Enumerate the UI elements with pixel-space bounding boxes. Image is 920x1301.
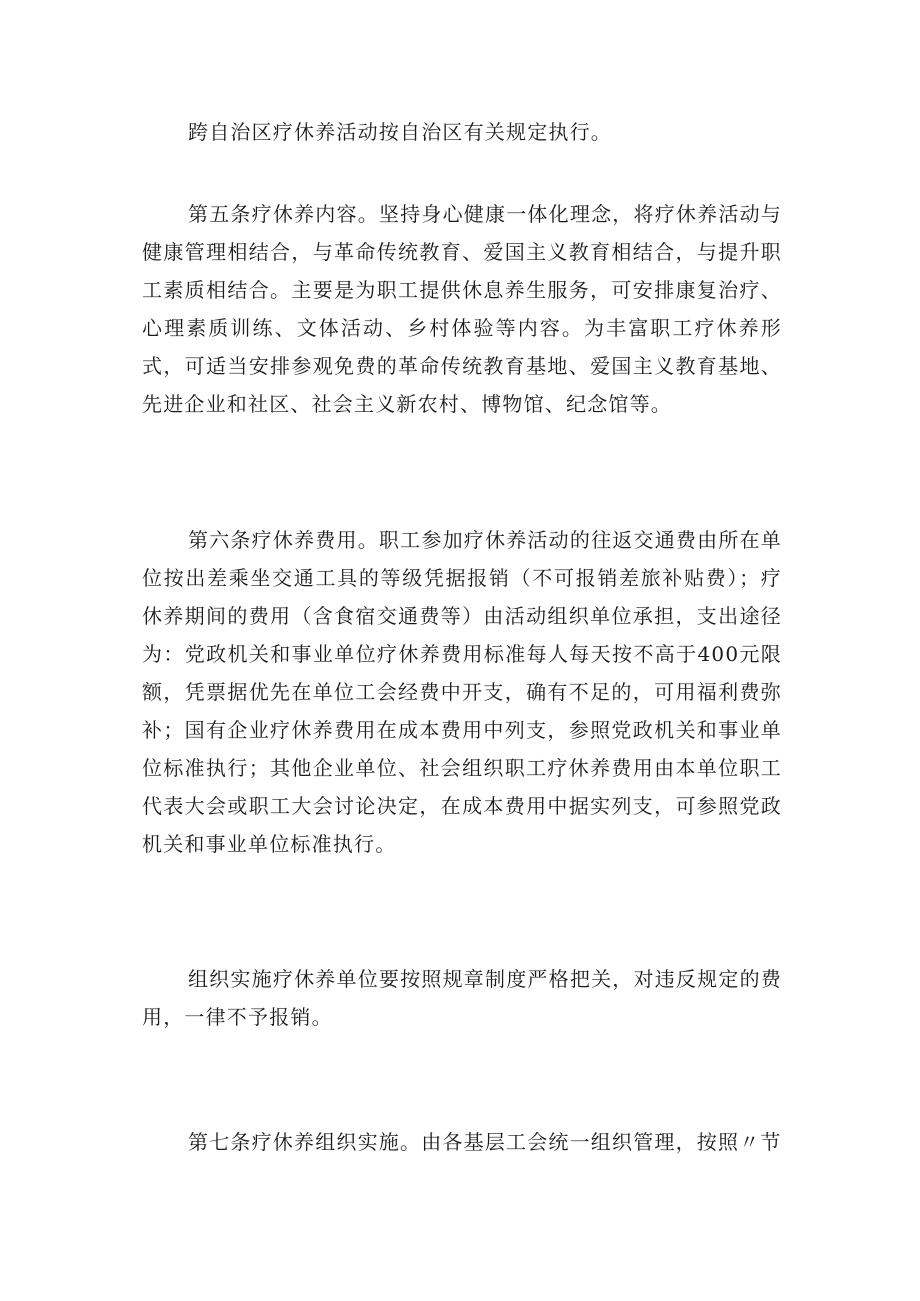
paragraph-article-5-content: 第五条疗休养内容。坚持身心健康一体化理念，将疗休养活动与健康管理相结合，与革命传统教育、爱国主义教育相结合，与提升职工素质相结合。主要是为职工提供休息养生服务，可安排康复治疗、心理素质训练、文体活动、乡村体验等内容。为丰富职工疗休养形式，可适当安排参观免费的革命传统教育基地、爱国主义教育基地、先进企业和社区、社会主义新农村、博物馆、纪念馆等。 xyxy=(142,202,782,416)
paragraph-article-6-expenses: 第六条疗休养费用。职工参加疗休养活动的往返交通费由所在单位按出差乘坐交通工具的等级凭据报销（不可报销差旅补贴费）；疗休养期间的费用（含食宿交通费等）由活动组织单位承担，支出途径为：党政机关和事业单位疗休养费用标准每人每天按不高于400元限额，凭票据优先在单位工会经费中开支，确有不足的，可用福利费弥补；国有企业疗休养费用在成本费用中列支，参照党政机关和事业单位标准执行；其他企业单位、社会组织职工疗休养费用由本单位职工代表大会或职工大会讨论决定，在成本费用中据实列支，可参照党政机关和事业单位标准执行。 xyxy=(142,528,782,856)
paragraph-reimbursement-control: 组织实施疗休养单位要按照规章制度严格把关，对违反规定的费用，一律不予报销。 xyxy=(142,967,782,1029)
paragraph-cross-region-rule: 跨自治区疗休养活动按自治区有关规定执行。 xyxy=(188,120,612,144)
paragraph-article-7-organization: 第七条疗休养组织实施。由各基层工会统一组织管理，按照〃节 xyxy=(188,1130,782,1154)
